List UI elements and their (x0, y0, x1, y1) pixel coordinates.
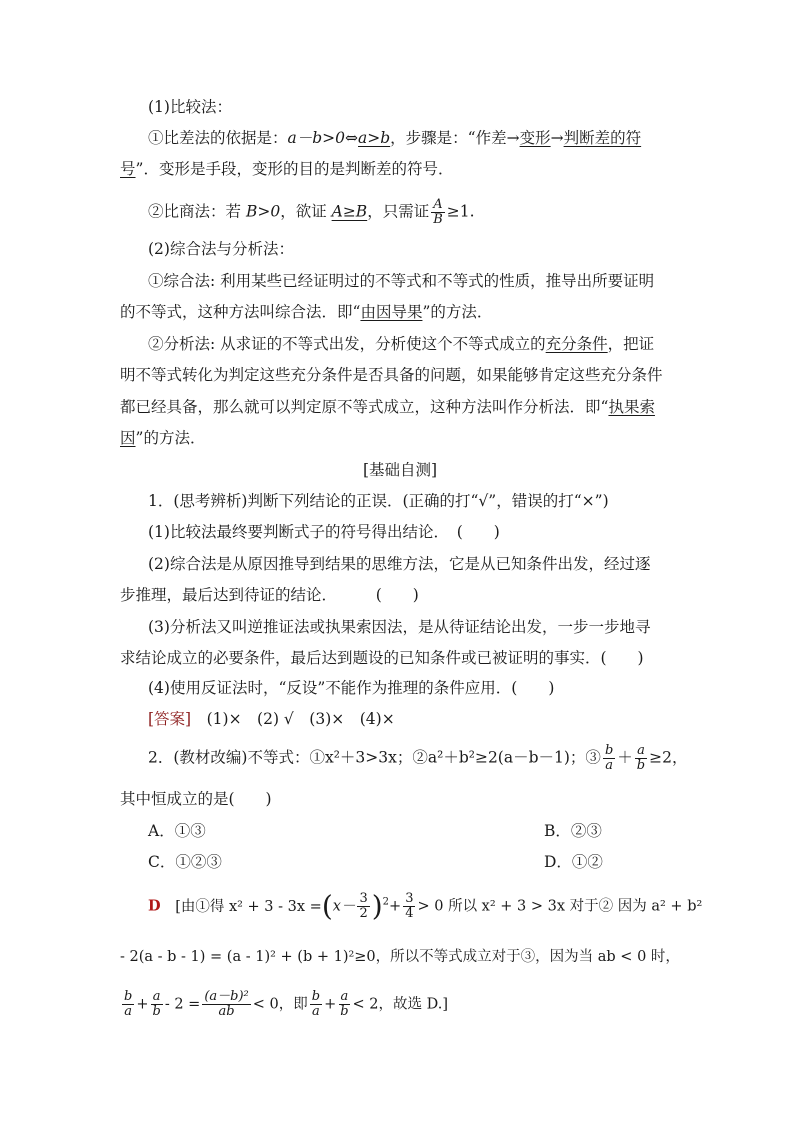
solution-line-1: D [由①得 x² + 3 - 3x =(x－ $\frac{3}{2}$ )$^2$+ $\frac{3}{4}$ > 0 所以 x² + 3 > 3x 对于② 因为 a² + b² (148, 889, 703, 923)
sec2-line-6: 因”的方法． (120, 429, 206, 447)
section-heading: [基础自测] (362, 461, 438, 479)
q1-answer: [答案] (1)× (2) √ (3)× (4)× (148, 710, 395, 728)
q1-stem: 1．(思考辨析)判断下列结论的正误．(正确的打“√”，错误的打“×”) (148, 492, 609, 510)
q1-statement-3a: (3)分析法又叫逆推证法或执果索因法，是从待证结论出发，一步一步地寻 (148, 618, 651, 636)
sec1-line-2: 号”．变形是手段，变形的目的是判断差的符号． (120, 160, 454, 178)
option-c: C．①②③ (148, 853, 222, 871)
sec2-line-1: ①综合法: 利用某些已经证明过的不等式和不等式的性质，推导出所要证明 (148, 272, 655, 290)
q1-statement-4: (4)使用反证法时，“反设”不能作为推理的条件应用．( ) (148, 679, 555, 697)
option-d: D．①② (544, 853, 603, 871)
sec2-line-4: 明不等式转化为判定这些充分条件是否具备的问题，如果能够肯定这些充分条件 (120, 366, 663, 384)
section-2-title: (2)综合法与分析法： (148, 240, 294, 258)
q1-statement-1: (1)比较法最终要判断式子的符号得出结论． ( ) (148, 523, 500, 541)
q1-statement-2b: 步推理，最后达到待证的结论． ( ) (120, 586, 419, 604)
sec2-line-3: ②分析法: 从求证的不等式出发，分析使这个不等式成立的充分条件，把证 (148, 335, 655, 353)
fraction-a-over-b: $\frac{A}{B}$ (433, 197, 443, 227)
option-b: B．②③ (544, 822, 602, 840)
sec1-line-3: ②比商法：若 B>0，欲证 A≥B，只需证 $\frac{A}{B}$ ≥1. (148, 197, 475, 227)
section-1-title: (1)比较法： (148, 98, 232, 116)
q2-stem: 2．(教材改编)不等式：①x²＋3>3x；②a²＋b²≥2(a－b－1)；③ $\frac{b}{a}$ ＋ $\frac{a}{b}$ ≥2， (148, 743, 688, 773)
solution-line-2: - 2(a - b - 1) = (a - 1)² + (b + 1)²≥0，所以不等式成立对于③，因为当 ab < 0 时， (120, 949, 680, 965)
q2-option-row-2 (148, 851, 708, 873)
sec1-line-1: ①比差法的依据是：a－b>0⇔a>b，步骤是：“作差→变形→判断差的符 (148, 129, 642, 147)
q1-statement-3b: 求结论成立的必要条件，最后达到题设的已知条件或已被证明的事实．( ) (120, 649, 644, 667)
q1-statement-2a: (2)综合法是从原因推导到结果的思维方法，它是从已知条件出发，经过逐 (148, 555, 651, 573)
option-a: A．①③ (148, 822, 206, 840)
sec2-line-2: 的不等式，这种方法叫综合法．即“由因导果”的方法． (120, 303, 493, 321)
q2-stem-cont: 其中恒成立的是( ) (120, 790, 272, 808)
sec2-line-5: 都已经具备，那么就可以判定原不等式成立，这种方法叫作分析法．即“执果索 (120, 398, 655, 416)
q2-option-row-1 (148, 820, 708, 842)
answer-tag: [答案] (148, 710, 192, 728)
solution-answer-tag: D (148, 897, 161, 915)
solution-line-3: $\frac{b}{a}$ + $\frac{a}{b}$ - 2 = $\frac{\text{(a－b)²}}{ab}$ < 0，即 $\frac{b}{a}$ + $\frac{a}{b}$ < 2，故选 D.] (124, 989, 449, 1019)
